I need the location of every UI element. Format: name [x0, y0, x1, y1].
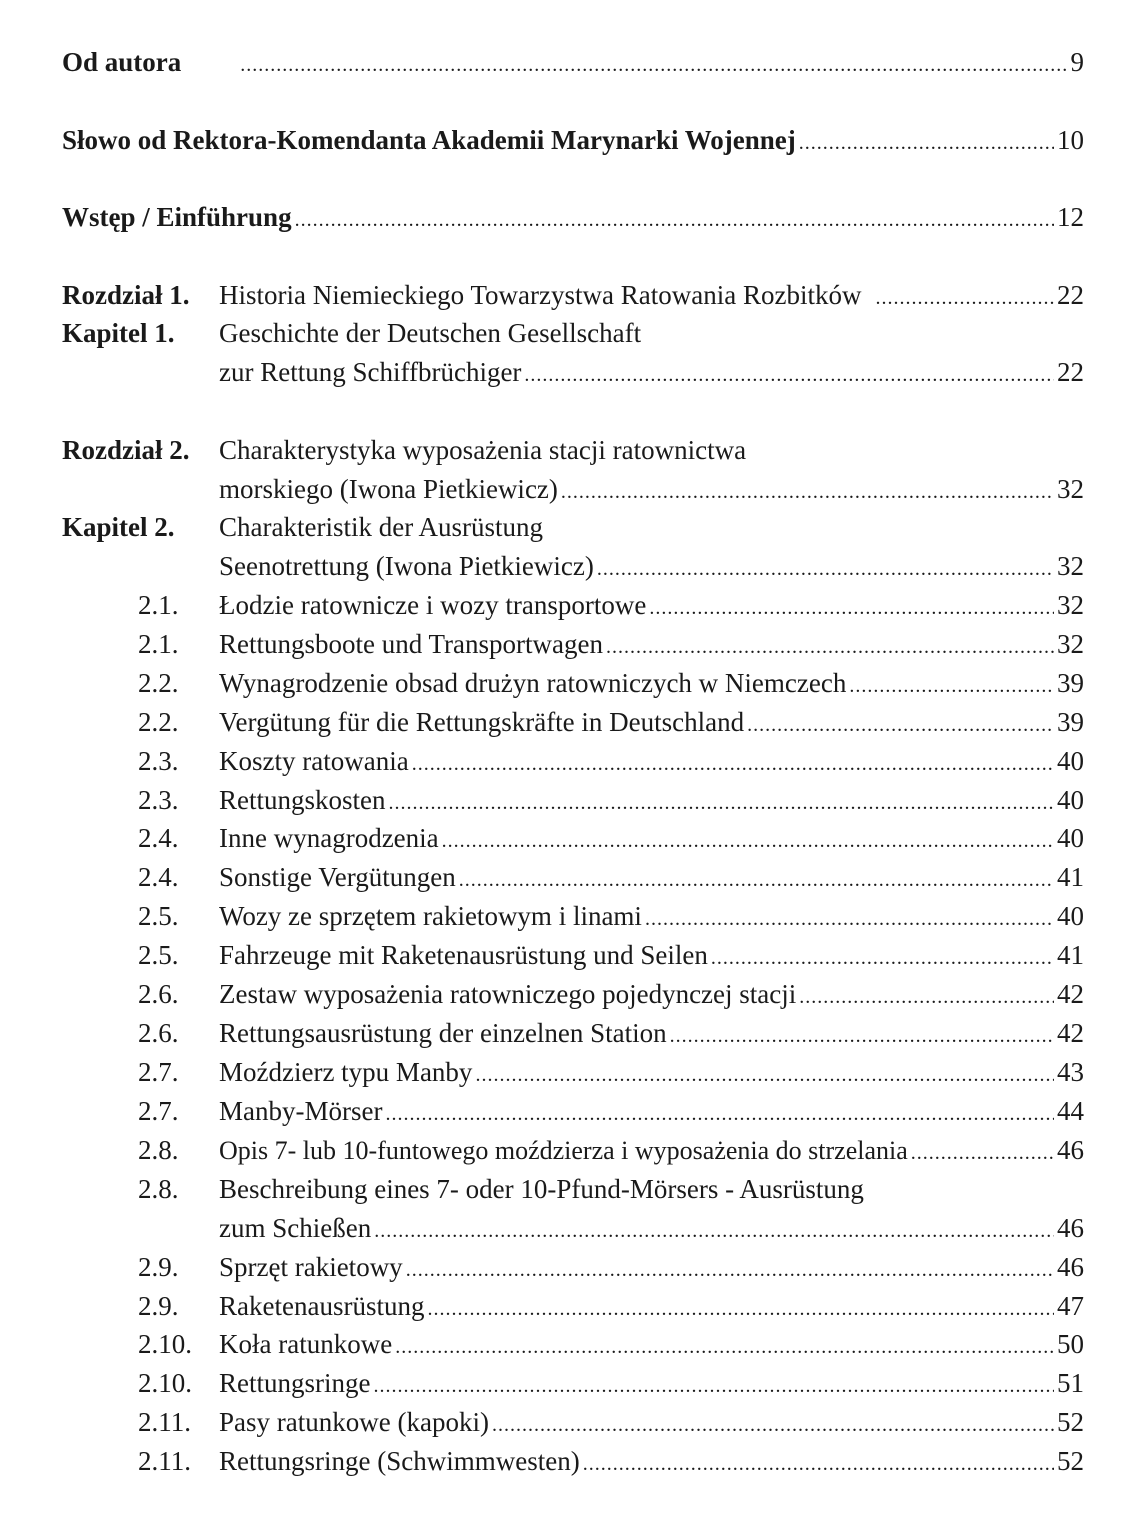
toc-section [62, 1364, 1084, 1402]
toc-entry-title: Raketenausrüstung [219, 1291, 425, 1321]
leader-dots [295, 198, 1054, 239]
section-number: 2.3. [138, 746, 179, 776]
toc-page-number: 46 [1057, 1135, 1084, 1165]
toc-page-number: 32 [1057, 551, 1084, 581]
leader-dots [240, 43, 1067, 84]
chapter-label: Kapitel 1. [62, 318, 175, 348]
section-number: 2.8. [138, 1174, 179, 1204]
toc-chapter-2-pl [62, 431, 1084, 469]
toc-section [62, 975, 1084, 1013]
leader-dots [649, 586, 1054, 627]
leader-dots [583, 1442, 1054, 1483]
toc-entry-title: Historia Niemieckiego Towarzystwa Ratowania Rozbitków [219, 280, 862, 310]
toc-page-number: 40 [1057, 901, 1084, 931]
toc-section [62, 1325, 1084, 1363]
toc-entry-title: zur Rettung Schiffbrüchiger [219, 357, 522, 387]
leader-dots [524, 353, 1054, 394]
section-number: 2.7. [138, 1096, 179, 1126]
toc-entry-title: Łodzie ratownicze i wozy transportowe [219, 590, 647, 620]
toc-entry-title: Zestaw wyposażenia ratowniczego pojedynczej stacji [219, 979, 797, 1009]
toc-page-number: 9 [1070, 47, 1084, 77]
leader-dots [412, 742, 1054, 783]
toc-page-number: 52 [1057, 1446, 1084, 1476]
leader-dots [606, 625, 1054, 666]
toc-entry-slowo [62, 121, 1084, 159]
toc-entry-od-autora [62, 43, 1084, 81]
section-number: 2.3. [138, 785, 179, 815]
section-number: 2.10. [138, 1368, 192, 1398]
toc-page-number: 10 [1057, 125, 1084, 155]
section-number: 2.6. [138, 1018, 179, 1048]
toc-page-number: 40 [1057, 785, 1084, 815]
toc-section [62, 936, 1084, 974]
leader-dots [406, 1248, 1054, 1289]
toc-chapter-1-de-cont [62, 353, 1084, 391]
toc-chapter-2-de-cont [62, 547, 1084, 585]
toc-page-number: 52 [1057, 1407, 1084, 1437]
leader-dots [645, 897, 1054, 938]
toc-entry-title: zum Schießen [219, 1213, 372, 1243]
toc-section [62, 781, 1084, 819]
toc-page-number: 32 [1057, 590, 1084, 620]
toc-entry-title: Beschreibung eines 7- oder 10-Pfund-Mörsers - Ausrüstung [219, 1174, 864, 1204]
toc-page-number: 39 [1057, 668, 1084, 698]
section-number: 2.5. [138, 940, 179, 970]
toc-entry-title: Geschichte der Deutschen Gesellschaft [219, 318, 642, 348]
leader-dots [374, 1209, 1054, 1250]
toc-entry-title: Rettungsausrüstung der einzelnen Station [219, 1018, 667, 1048]
leader-dots [747, 703, 1054, 744]
toc-entry-title: Opis 7- lub 10-funtowego moździerza i wyposażenia do strzelania [219, 1136, 908, 1165]
toc-entry-title: Od autora [62, 47, 182, 77]
toc-page-number: 32 [1057, 629, 1084, 659]
section-number: 2.4. [138, 862, 179, 892]
toc-entry-wstep [62, 198, 1084, 236]
toc-chapter-2-de [62, 508, 1084, 546]
chapter-label: Kapitel 2. [62, 512, 175, 542]
leader-dots [561, 470, 1054, 511]
toc-section [62, 1248, 1084, 1286]
leader-dots [492, 1403, 1054, 1444]
chapter-label: Rozdział 1. [62, 280, 190, 310]
section-number: 2.10. [138, 1329, 192, 1359]
leader-dots [711, 936, 1054, 977]
toc-entry-title: Wynagrodzenie obsad drużyn ratowniczych w Niemczech [219, 668, 847, 698]
leader-dots [799, 121, 1054, 162]
toc-chapter-1-pl [62, 276, 1084, 314]
leader-dots [475, 1053, 1054, 1094]
leader-dots [875, 276, 1054, 317]
leader-dots [395, 1325, 1054, 1366]
toc-entry-title: Moździerz typu Manby [219, 1057, 473, 1087]
toc-page-number: 42 [1057, 1018, 1084, 1048]
toc-section [62, 1287, 1084, 1325]
toc-entry-title: Rettungsringe (Schwimmwesten) [219, 1446, 580, 1476]
leader-dots [597, 547, 1054, 588]
toc-section [62, 742, 1084, 780]
toc-section [62, 586, 1084, 624]
leader-dots [389, 781, 1055, 822]
leader-dots [442, 819, 1054, 860]
toc-section [62, 858, 1084, 896]
leader-dots [427, 1287, 1054, 1328]
toc-entry-title: Sonstige Vergütungen [219, 862, 456, 892]
section-number: 2.1. [138, 629, 179, 659]
toc-entry-title: Vergütung für die Rettungskräfte in Deutschland [219, 707, 745, 737]
toc-section [62, 897, 1084, 935]
toc-entry-title: Manby-Mörser [219, 1096, 383, 1126]
toc-page-number: 43 [1057, 1057, 1084, 1087]
toc-section [62, 703, 1084, 741]
toc-entry-title: Charakterystyka wyposażenia stacji ratownictwa [219, 435, 747, 465]
leader-dots [373, 1364, 1054, 1405]
toc-page-number: 40 [1057, 746, 1084, 776]
toc-entry-title: Koszty ratowania [219, 746, 409, 776]
section-number: 2.4. [138, 823, 179, 853]
toc-section [62, 1092, 1084, 1130]
toc-page-number: 39 [1057, 707, 1084, 737]
section-number: 2.6. [138, 979, 179, 1009]
section-number: 2.11. [138, 1446, 191, 1476]
leader-dots [385, 1092, 1054, 1133]
section-number: 2.2. [138, 707, 179, 737]
toc-entry-title: Koła ratunkowe [219, 1329, 393, 1359]
toc-entry-title: Charakteristik der Ausrüstung [219, 512, 543, 542]
toc-entry-title: Pasy ratunkowe (kapoki) [219, 1407, 489, 1437]
toc-page-number: 22 [1057, 357, 1084, 387]
toc-section [62, 819, 1084, 857]
toc-entry-title: Wozy ze sprzętem rakietowym i linami [219, 901, 642, 931]
toc-page-number: 46 [1057, 1213, 1084, 1243]
toc-chapter-2-pl-cont [62, 470, 1084, 508]
section-number: 2.9. [138, 1291, 179, 1321]
chapter-label: Rozdział 2. [62, 435, 190, 465]
toc-page-number: 40 [1057, 823, 1084, 853]
toc-page-number: 42 [1057, 979, 1084, 1009]
section-number: 2.11. [138, 1407, 191, 1437]
toc-page-number: 32 [1057, 474, 1084, 504]
leader-dots [849, 664, 1054, 705]
toc-page-number: 22 [1057, 280, 1084, 310]
toc-entry-title: Wstęp / Einführung [62, 202, 292, 232]
section-number: 2.5. [138, 901, 179, 931]
toc-entry-title: Rettungsringe [219, 1368, 371, 1398]
toc-chapter-1-de [62, 314, 1084, 352]
toc-section [62, 664, 1084, 702]
leader-dots [459, 858, 1054, 899]
toc-entry-title: morskiego (Iwona Pietkiewicz) [219, 474, 558, 504]
toc-page-number: 41 [1057, 940, 1084, 970]
toc-section-cont [62, 1209, 1084, 1247]
toc-entry-title: Rettungsboote und Transportwagen [219, 629, 603, 659]
leader-dots [911, 1131, 1054, 1172]
section-number: 2.8. [138, 1135, 179, 1165]
toc-page-number: 44 [1057, 1096, 1084, 1126]
toc-entry-title: Fahrzeuge mit Raketenausrüstung und Seilen [219, 940, 708, 970]
toc-entry-title: Seenotrettung (Iwona Pietkiewicz) [219, 551, 594, 581]
toc-section [62, 1053, 1084, 1091]
toc-page-number: 41 [1057, 862, 1084, 892]
section-number: 2.7. [138, 1057, 179, 1087]
toc-section [62, 1170, 1084, 1208]
toc-section [62, 1442, 1084, 1480]
toc-page-number: 46 [1057, 1252, 1084, 1282]
toc-page-number: 50 [1057, 1329, 1084, 1359]
toc-entry-title: Słowo od Rektora-Komendanta Akademii Marynarki Wojennej [62, 125, 796, 155]
toc-entry-title: Inne wynagrodzenia [219, 823, 439, 853]
toc-section [62, 1403, 1084, 1441]
leader-dots [670, 1014, 1054, 1055]
toc-page-number: 51 [1057, 1368, 1084, 1398]
section-number: 2.2. [138, 668, 179, 698]
toc-page-number: 12 [1057, 202, 1084, 232]
leader-dots [799, 975, 1054, 1016]
toc-entry-title: Sprzęt rakietowy [219, 1252, 403, 1282]
section-number: 2.9. [138, 1252, 179, 1282]
toc-entry-title: Rettungskosten [219, 785, 386, 815]
section-number: 2.1. [138, 590, 179, 620]
toc-section [62, 1014, 1084, 1052]
toc-section [62, 625, 1084, 663]
toc-page-number: 47 [1057, 1291, 1084, 1321]
toc-section [62, 1131, 1084, 1169]
